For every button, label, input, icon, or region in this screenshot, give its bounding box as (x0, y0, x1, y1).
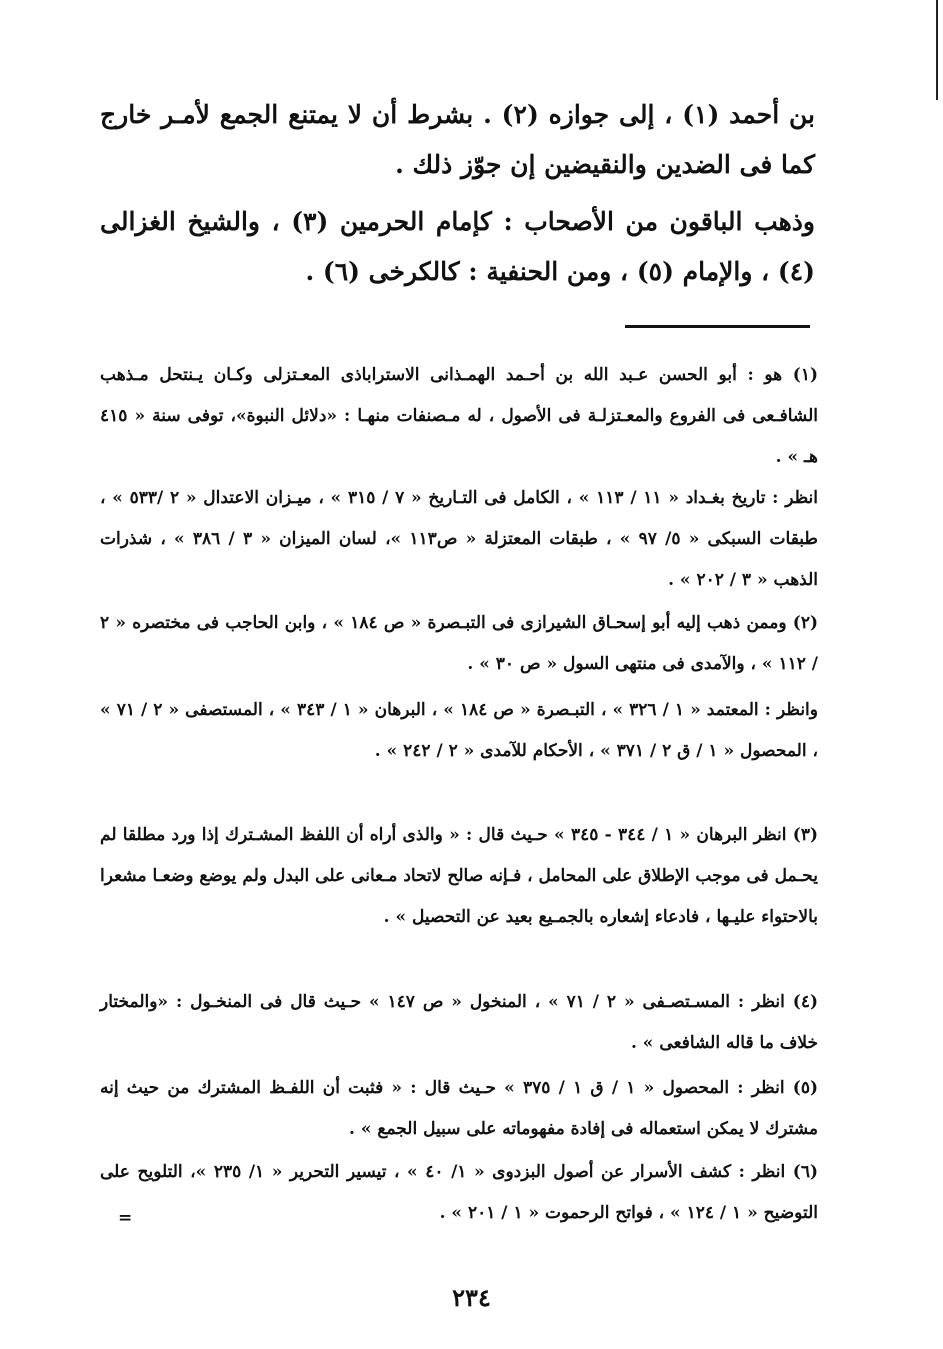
footnote-6 (100, 1152, 818, 1234)
footnote-text: انظر : تاريخ بغـداد « ١١ / ١١٣ » ، الكامل فى التـاريخ « ٧ / ٣١٥ » ، ميـزان الاعتدال « ٢ /٥٣٣ » ، طبقات السبكى « ٥/ ٩٧ » ، طبقات المعتزلة « ص١١٣ »، لسان الميزان « ٣ / ٣٨٦ » ، شذرات الذهب « ٣ / ٢٠٢ » . (100, 488, 818, 590)
footnote-text: انظر : المحصول « ١ / ق ١ / ٣٧٥ » حـيث قال : « فثبت أن اللفـظ المشترك من حيث إنه مشترك لا يمكن استعماله فى إفادة مفهوماته على سبيل الجمع » . (100, 1078, 818, 1139)
footnote-number: (١) (792, 365, 819, 385)
footnote-number: (٤) (792, 992, 819, 1012)
footnote-text: انظر : كشف الأسرار عن أصول البزدوى « ١/ ٤٠ » ، تيسير التحرير « ١/ ٢٣٥ »، التلويح على التوضيح « ١ / ١٢٤ » ، فواتح الرحموت « ١ / ٢٠١ » . (100, 1162, 818, 1223)
main-paragraph-1 (100, 90, 815, 190)
footnote-text: انظر : المسـتصـفى « ٢ / ٧١ » ، المنخول « ص ١٤٧ » حـيث قال فى المنخـول : «والمختار خلاف ما قاله الشافعى » . (100, 992, 818, 1053)
page-number: ٢٣٤ (452, 1283, 491, 1312)
footnote-2-references (100, 690, 818, 772)
footnote-4 (100, 982, 818, 1064)
main-paragraph-2 (100, 197, 815, 297)
footnote-1 (100, 355, 818, 478)
main-text: وذهب الباقون من الأصحاب : كإمام الحرمين (٣) ، والشيخ الغزالى (٤) ، والإمام (٥) ، ومن الحنفية : كالكرخى (٦) . (100, 207, 816, 286)
continuation-mark: = (118, 1208, 133, 1228)
footnote-number: (٣) (792, 825, 819, 845)
footnote-text: وممن ذهب إليه أبو إسحـاق الشيرازى فى التبـصرة « ص ١٨٤ » ، وابن الحاجب فى مختصره « ٢ / ١١٢ » ، والآمدى فى منتهى السول « ص ٣٠ » . (100, 613, 818, 674)
footnote-5 (100, 1068, 818, 1150)
footnote-text: انظر البرهان « ١ / ٣٤٤ - ٣٤٥ » حـيث قال : « والذى أراه أن اللفظ المشـترك إذا ورد مطلقا لم يحـمل فى موجب الإطلاق على المحامل ، فـإنه صالح لاتحاد مـعانى على البدل ولم يوضع وضعـا مشعرا بالاحتواء عليـها ، فادعاء إشعاره بالجمـيع بعيد عن التحصيل » . (100, 825, 818, 927)
footnote-3 (100, 815, 818, 938)
scan-edge-line (936, 0, 938, 100)
footnote-2 (100, 603, 818, 685)
footnote-text: وانظر : المعتمد « ١ / ٣٢٦ » ، التبـصرة « ص ١٨٤ » ، البرهان « ١ / ٣٤٣ » ، المستصفى « ٢ / ٧١ » ، المحصول « ١ / ق ٢ / ٣٧١ » ، الأحكام للآمدى « ٢ / ٢٤٢ » . (100, 700, 818, 761)
footnote-number: (٥) (792, 1078, 819, 1098)
main-text: بن أحمد (١) ، إلى جوازه (٢) . بشرط أن لا يمتنع الجمع لأمـر خارج كما فى الضدين والنقيضين إن جوّز ذلك . (100, 100, 815, 179)
footnote-separator (625, 325, 810, 328)
footnote-1-references (100, 478, 818, 601)
footnote-number: (٢) (792, 613, 819, 633)
footnote-text: هو : أبو الحسن عـبد الله بن أحـمد الهمـذانى الاستراباذى المعـتزلى وكـان يـنتحل مـذهب الشافـعى فى الفروع والمعـتزلـة فى الأصول ، له مـصنفات منهـا : «دلائل النبوة»، توفى سنة « ٤١٥ هـ » . (100, 365, 818, 467)
footnote-number: (٦) (792, 1162, 818, 1182)
